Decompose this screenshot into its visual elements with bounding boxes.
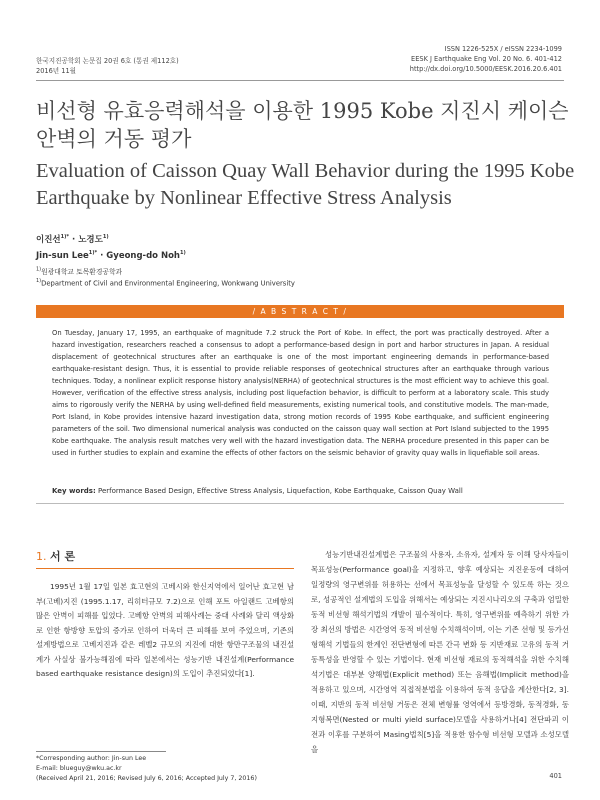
keywords-label: Key words: — [52, 487, 96, 495]
corresponding-author: *Corresponding author: Jin-sun Lee — [36, 755, 147, 762]
author-separator: · — [72, 235, 76, 245]
footnote-divider — [36, 751, 166, 752]
author-separator-en: · — [100, 250, 104, 261]
affiliation-korean — [36, 266, 122, 276]
body-text-right-column: 성능기반내진설계법은 구조물의 사용자, 소유자, 설계자 등 이해 당사자들이 목표성능(Performance goal)을 지정하고, 향후 예상되는 지진운동에 대하여 일정량의 영구변위를 허용하는 선에서 목표성능을 달성할 수 있도록 하는 것으로, 성공적인 설계법의 도입을 위해서는 예상되는 지진시나리오의 구축과 엄밀한 동적 비선형 해석기법의 개발이 필수적이다. 특히, 영구변위를 예측하기 위한 가장 최선의 방법은 시간영역 동적 비선형 수치해석이며, 이는 기존 선형 및 등가선형해석 기법들의 한계인 전단변형에 따른 간극 변화 등 지반재료 고유의 동적 거동특성을 반영할 수 있는 기법이다. 현재 비선형 재료의 동적해석을 위한 수치해석기법은 대부분 양해법(Explicit method) 또는 음해법(Implicit method)을 적용하고 있으며, 시간영역 직접적분법을 이용하여 동적 응답을 계산한다[2, 3]. 이때, 지반의 동적 비선형 거동은 전체 변형률 영역에서 등방경화, 동적경화, 동지형복면(Nested or multi yield surface)모델을 사용하거나[4] 전단파괴 이전과 이후를 구분하여 Masing법칙[5]을 적용한 함수형 비선형 모델과 소성모델을 — [311, 550, 569, 754]
author-1-name-en: Jin-sun Lee — [36, 250, 89, 261]
affiliation-korean-text: 원광대학교 토목환경공학과 — [41, 268, 123, 276]
journal-info-right — [410, 44, 562, 74]
author-2-name: 노경도 — [78, 235, 103, 245]
authors-korean — [36, 233, 109, 245]
page-number: 401 — [549, 772, 562, 780]
section-number: 1. — [36, 550, 47, 563]
journal-name-ko: 한국지진공학회 논문집 20권 6호 (통권 제112호) — [36, 57, 179, 65]
affiliation-marker-en: 1) — [36, 278, 42, 284]
keywords-divider — [36, 503, 564, 504]
affiliation-marker: 1) — [36, 266, 42, 273]
keywords-line — [52, 487, 463, 495]
author-1-marker: 1)* — [60, 234, 70, 241]
body-text-left-column: 1995년 1월 17일 일본 효고현의 고베시와 한신지역에서 일어난 효고현 남부(고베)지진 (1995.1.17, 리히터규모 7.2)으로 인해 포트 아일랜드 고베항의 많은 안벽이 피해를 입었다. 고베항 안벽의 피해사례는 중대 사례와 달리 액상화로 인한 항방향 토압의 증가로 인하여 더욱더 큰 피해를 보여 주었으며, 기존의 설계방법으로 고베지진과 같은 레벨2 규모의 지진에 대한 항만구조물의 내진설계가 사실상 불가능해짐에 따라 일본에서는 성능기반 내진설계(Performance based earthquake resistance design)의 도입이 추진되었다[1]. — [36, 582, 294, 678]
author-email[interactable]: E-mail: blueguy@wku.ac.kr — [36, 765, 122, 772]
journal-info-left — [36, 56, 179, 76]
received-dates: (Received April 21, 2016; Revised July 6, 2016; Accepted July 7, 2016) — [36, 775, 257, 782]
affiliation-english-text: Department of Civil and Environmental Engineering, Wonkwang University — [41, 279, 295, 288]
author-2-name-en: Gyeong-do Noh — [106, 250, 180, 261]
section-heading — [36, 548, 75, 564]
abstract-body: On Tuesday, January 17, 1995, an earthquake of magnitude 7.2 struck the Port of Kobe. In effect, the port was practically destroyed. After a hazard investigation, researchers reached a consensus to adopt a performance-based design in port and harbor structures in Japan. A residual displacement of geotechnical structures after an earthquake is one of the most important engineering demands in performance-based earthquake-resistant design. Thus, it is essential to provide reliable responses of geotechnical structures after an earthquake through various techniques. Today, a nonlinear explicit response history analysis(NERHA) of geotechnical structures is the most efficient way to achieve this goal. However, verification of the effective stress analysis, including post liquefaction behavior, is difficult to perform at a laboratory scale. This study aims to rigorously verify the NERHA by using well-defined field measurements, existing numerical tools, and constitutive models. The man-made, Port Island, in Kobe provides intensive hazard investigation data, strong motion records of 1995 Kobe earthquake, and sufficient engineering parameters of the soil. Two dimensional numerical analysis was conducted on the caisson quay wall section at Port Island subjected to the 1995 Kobe earthquake. The analysis result matches very well with the hazard investigation data. The NERHA procedure presented in this paper can be used in further studies to explain and examine the effects of other factors on the seismic behavior of gravity quay walls in liquefiable soil areas. — [52, 329, 549, 457]
authors-english — [36, 250, 186, 261]
author-1-name: 이진선 — [36, 235, 61, 245]
doi-link[interactable]: http://dx.doi.org/10.5000/EESK.2016.20.6.401 — [409, 65, 562, 73]
author-1-marker-en: 1)* — [88, 250, 98, 256]
author-2-marker: 1) — [102, 234, 109, 241]
header-divider — [36, 80, 564, 81]
issn: ISSN 1226-525X / eISSN 2234-1099 — [444, 45, 562, 53]
keywords-list: Performance Based Design, Effective Stress Analysis, Liquefaction, Kobe Earthquake, Caisson Quay Wall — [98, 487, 463, 495]
paper-title-english: Evaluation of Caisson Quay Wall Behavior during the 1995 Kobe Earthquake by Nonlinear Effective Stress Analysis — [36, 160, 575, 209]
journal-volume: EESK J Earthquake Eng Vol. 20 No. 6. 401-412 — [411, 55, 562, 63]
abstract-heading: / A B S T R A C T / — [36, 305, 564, 318]
author-2-marker-en: 1) — [179, 250, 186, 256]
section-underline — [36, 568, 294, 569]
paper-title-korean: 비선형 유효응력해석을 이용한 1995 Kobe 지진시 케이슨 안벽의 거동 평가 — [36, 99, 569, 151]
issue-date: 2016년 11월 — [36, 67, 77, 75]
affiliation-english — [36, 278, 295, 287]
section-title: 서 론 — [50, 550, 76, 563]
